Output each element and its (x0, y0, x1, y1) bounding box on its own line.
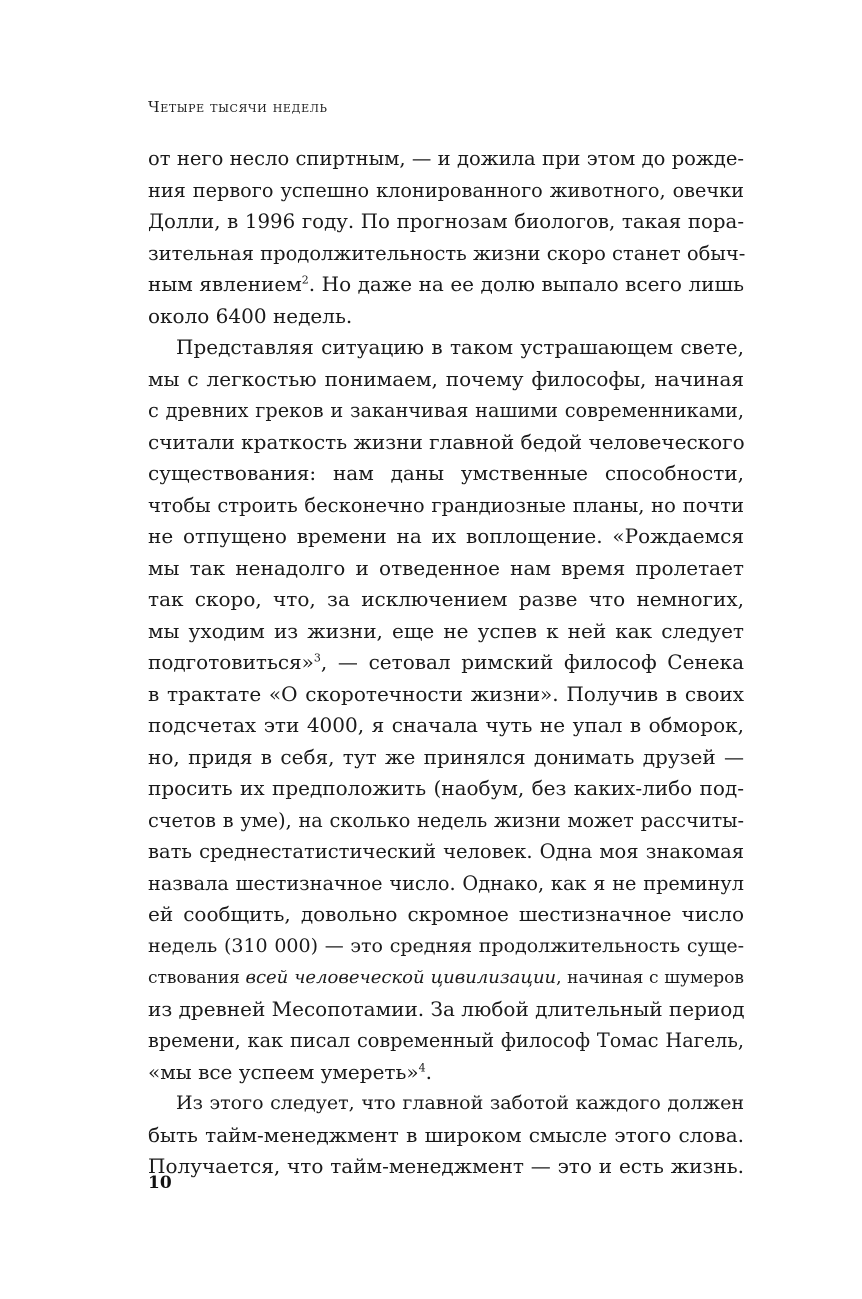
text-line: считали краткость жизни главной бедой человеческого (148, 429, 745, 454)
text-line: времени, как писал современный философ Томас Нагель, (148, 1029, 744, 1052)
text-line: мы так ненадолго и отведенное нам время пролетает (148, 555, 744, 580)
text-line: Получается, что тайм-менеджмент — это и есть жизнь. (148, 1154, 744, 1178)
text-line: около 6400 недель. (148, 303, 353, 328)
running-head: Четыре тысячи недель (148, 98, 328, 116)
text-line: подготовиться»$^3$, — сетовал римский философ Сенека (148, 650, 744, 674)
footnote-ref: 4 (418, 1060, 426, 1074)
text-line: зительная продолжительность жизни скоро станет обыч- (148, 241, 746, 265)
text-line: недель (310 000) — это средняя продолжительность суще- (148, 934, 744, 957)
text-line: существования: нам даны умственные способности, (148, 461, 744, 485)
text-line: Из этого следует, что главной заботой каждого должен (176, 1092, 744, 1114)
text-line: ным явлением$^2$. Но даже на ее долю выпало всего лишь (148, 272, 744, 296)
text-line: с древних греков и заканчивая нашими современниками, (148, 399, 744, 422)
italic-phrase: всей человеческой цивилизации (245, 967, 557, 988)
text-line: не отпущено времени на их воплощение. «Рождаемся (148, 524, 744, 548)
text-line: подсчетах эти 4000, я сначала чуть не упал в обморок, (148, 713, 744, 737)
body-text (148, 143, 744, 1183)
text-line: вать среднестатистический человек. Одна моя знакомая (148, 840, 744, 863)
text-line: быть тайм-менеджмент в широком смысле этого слова. (148, 1122, 744, 1147)
text-line: ей сообщить, довольно скромное шестизначное число (148, 902, 744, 926)
text-line: Долли, в 1996 году. По прогнозам биологов, такая пора- (148, 210, 744, 233)
text-line: Представляя ситуацию в таком устрашающем свете, (176, 335, 744, 359)
text-line: но, придя в себя, тут же принялся донимать друзей — (148, 744, 744, 769)
text-line: от него несло спиртным, — и дожила при этом до рожде- (148, 147, 744, 170)
text-line: мы с легкостью понимаем, почему философы, начиная (148, 366, 744, 391)
text-line: чтобы строить бесконечно грандиозные планы, но почти (148, 493, 744, 517)
text-line: мы уходим из жизни, еще не успев к ней как следует (148, 618, 744, 643)
text-line: ния первого успешно клонированного животного, овечки (148, 178, 744, 202)
page-number: 10 (148, 1173, 172, 1193)
text-line: назвала шестизначное число. Однако, как я не преминул (148, 871, 744, 895)
footnote-ref: 3 (313, 651, 321, 665)
text-line: в трактате «О скоротечности жизни». Получив в своих (148, 681, 744, 706)
text-line: просить их предположить (наобум, без каких-либо под- (148, 776, 744, 800)
text-line: «мы все успеем умереть»$^4$. (148, 1059, 432, 1084)
footnote-ref: 2 (301, 273, 309, 287)
text-line: ствования всей человеческой цивилизации, начиная с шумеров (148, 967, 744, 988)
text-line: так скоро, что, за исключением разве что немногих, (148, 587, 744, 611)
text-line: счетов в уме), на сколько недель жизни может рассчиты- (148, 808, 744, 832)
text-line: из древней Месопотамии. За любой длительный период (148, 996, 745, 1021)
